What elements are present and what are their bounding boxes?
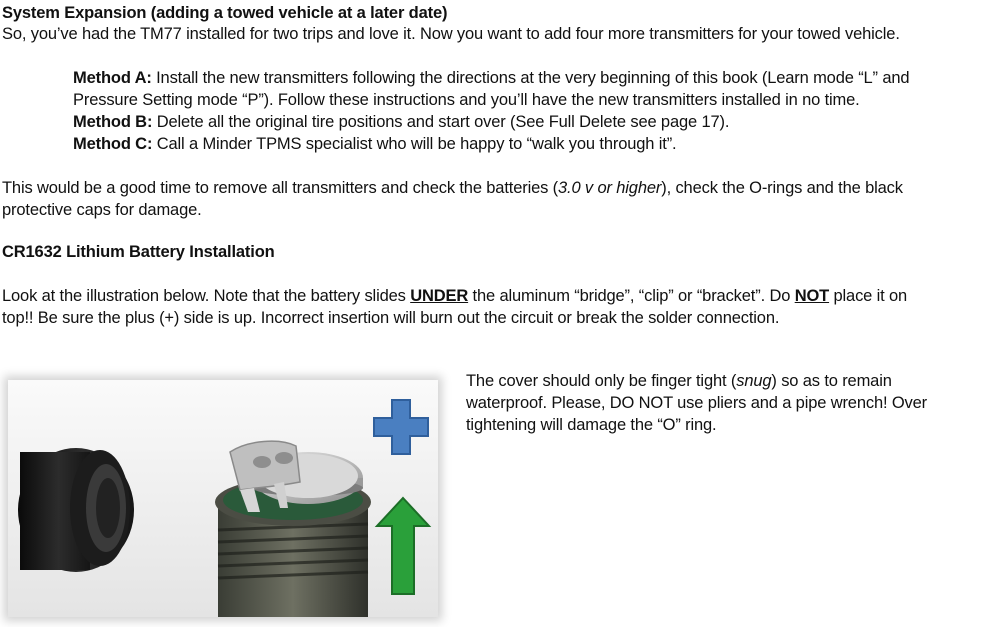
method-a-text-line1: Install the new transmitters following the directions at the very beginning of this book (Learn mode “L” and	[151, 69, 910, 87]
method-b	[73, 111, 729, 133]
method-c-text: Call a Minder TPMS specialist who will be happy to “walk you through it”.	[152, 135, 677, 153]
transmitter-icon	[215, 441, 371, 617]
battery-illustration	[8, 380, 438, 617]
battery-check-text: This would be a good time to remove all transmitters and check the batteries (	[2, 179, 558, 197]
method-b-text: Delete all the original tire positions and start over (See Full Delete see page 17).	[152, 113, 730, 131]
battery-instruction-line1	[2, 285, 907, 307]
cover-note-snug: snug	[736, 372, 772, 390]
method-a-label: Method A:	[73, 69, 152, 87]
method-a-text-line2: Pressure Setting mode “P”). Follow these instructions and you’ll have the new transmitters installed in no time.	[73, 91, 860, 109]
battery-instruction-line2: top!! Be sure the plus (+) side is up. Incorrect insertion will burn out the circuit or break the solder connection.	[2, 309, 780, 327]
instruction-text-b: the aluminum “bridge”, “clip” or “bracket”. Do	[468, 287, 795, 305]
cover-note-text-post: ) so as to remain	[771, 372, 892, 390]
battery-check-text-post: ), check the O-rings and the black	[661, 179, 903, 197]
cover-note-line3: tightening will damage the “O” ring.	[466, 416, 717, 434]
battery-check-line1	[2, 177, 903, 199]
heading-battery-installation: CR1632 Lithium Battery Installation	[2, 243, 275, 261]
intro-paragraph: So, you’ve had the TM77 installed for two trips and love it. Now you want to add four more transmitters for your towed vehicle.	[2, 25, 900, 43]
instruction-text-a: Look at the illustration below. Note that the battery slides	[2, 287, 411, 305]
instruction-text-c: place it on	[829, 287, 908, 305]
battery-installation-photo	[8, 380, 438, 617]
emphasis-under: UNDER	[410, 287, 469, 305]
method-b-label: Method B:	[73, 113, 153, 131]
battery-check-line2: protective caps for damage.	[2, 201, 202, 219]
method-c-label: Method C:	[73, 135, 153, 153]
emphasis-not: NOT	[794, 287, 830, 305]
heading-system-expansion: System Expansion (adding a towed vehicle at a later date)	[2, 4, 448, 22]
cover-note-line2: waterproof. Please, DO NOT use pliers and a pipe wrench! Over	[466, 394, 928, 412]
battery-voltage: 3.0 v or higher	[558, 179, 662, 197]
cover-note-line1	[466, 370, 892, 392]
cap-icon	[18, 448, 134, 572]
method-a	[73, 67, 909, 89]
cover-note-text: The cover should only be finger tight (	[466, 372, 737, 390]
method-c	[73, 133, 676, 155]
